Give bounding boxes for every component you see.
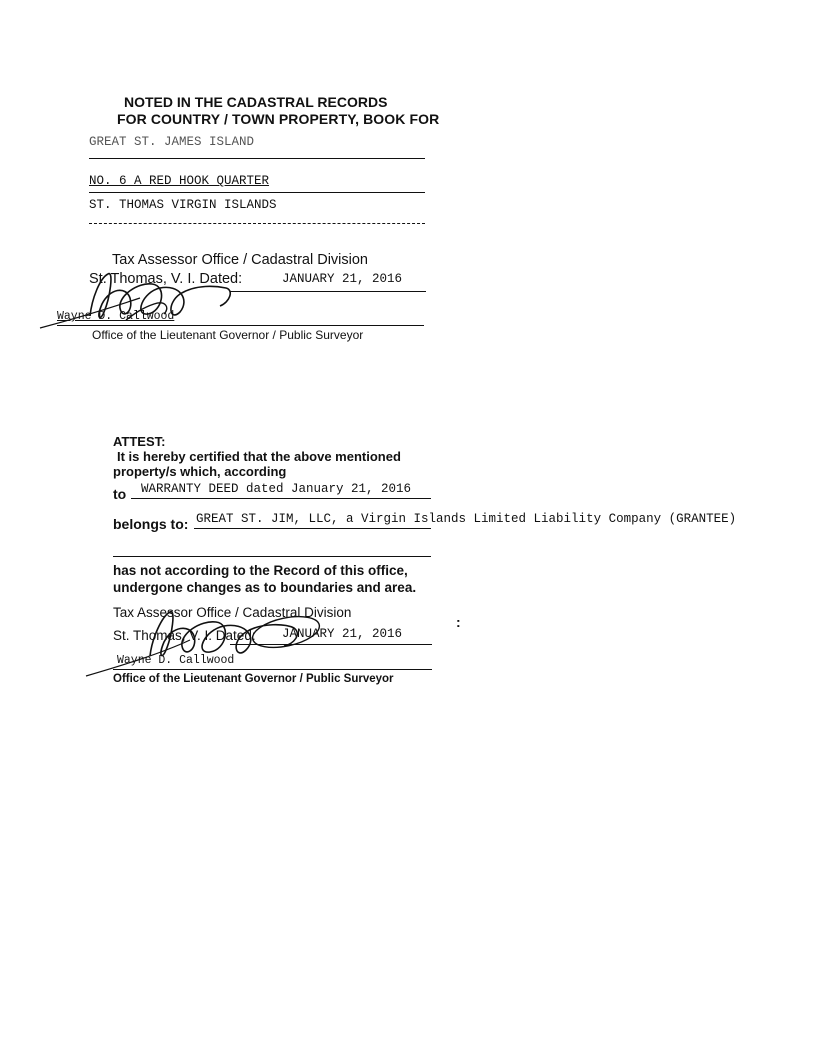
record-line-2-text: undergone changes as to bbox=[113, 580, 281, 595]
deed-text: WARRANTY DEED dated January 21, 2016 bbox=[141, 482, 412, 496]
property-line-1: GREAT ST. JAMES ISLAND bbox=[89, 135, 255, 149]
location-dated-label: St. Thomas, V. I. Dated: bbox=[89, 271, 243, 287]
belongs-to-label: belongs to: bbox=[113, 516, 189, 532]
deed-rule bbox=[131, 498, 431, 499]
signer-office: Office of the Lieutenant Governor / Public Surveyor bbox=[92, 328, 364, 342]
stamp-header-line2: FOR COUNTRY / TOWN PROPERTY, BOOK FOR bbox=[117, 111, 440, 127]
property-line-3: ST. THOMAS VIRGIN ISLANDS bbox=[89, 198, 277, 212]
certify-line-1-text: It is hereby certified that the bbox=[117, 449, 294, 464]
stamp-date: JANUARY 21, 2016 bbox=[282, 272, 403, 286]
property-line-3-rule bbox=[89, 223, 425, 224]
location-dated-label-2: St. Thomas, V. I. Dated: bbox=[113, 628, 256, 643]
certify-line-1 bbox=[117, 449, 401, 464]
attest-label: ATTEST: bbox=[113, 434, 166, 449]
signature-scribble-2 bbox=[80, 604, 340, 680]
office-title: Tax Assessor Office / Cadastral Division bbox=[112, 252, 368, 268]
colon-mark: : bbox=[456, 614, 461, 630]
stamp-header-line1: NOTED IN THE CADASTRAL RECORDS bbox=[124, 94, 388, 110]
signer-office-2: Office of the Lieutenant Governor / Public Surveyor bbox=[113, 673, 394, 685]
record-line-1: has not according to the Record of this office, bbox=[113, 563, 408, 578]
property-line-2-rule bbox=[89, 192, 425, 193]
property-line-2: NO. 6 A RED HOOK QUARTER bbox=[89, 174, 270, 188]
record-line-2-bold: boundaries and area. bbox=[280, 580, 417, 595]
office-title-2: Tax Assessor Office / Cadastral Division bbox=[113, 605, 352, 620]
record-line-2 bbox=[113, 580, 416, 595]
property-line-1-rule bbox=[89, 158, 425, 159]
grantee-rule bbox=[194, 528, 431, 529]
grantee-rule-2 bbox=[113, 556, 431, 557]
signature-scribble bbox=[30, 268, 270, 338]
certify-line-1-bold: above mentioned bbox=[294, 449, 401, 464]
certify-line-2: property/s which, according bbox=[113, 464, 287, 479]
signer-name: Wayne D. Callwood bbox=[57, 310, 175, 323]
attest-date: JANUARY 21, 2016 bbox=[282, 627, 403, 641]
signer-name-2: Wayne D. Callwood bbox=[117, 654, 235, 667]
grantee-text: GREAT ST. JIM, LLC, a Virgin Islands Limited Liability Company (GRANTEE) bbox=[196, 512, 737, 526]
to-label: to bbox=[113, 486, 127, 502]
